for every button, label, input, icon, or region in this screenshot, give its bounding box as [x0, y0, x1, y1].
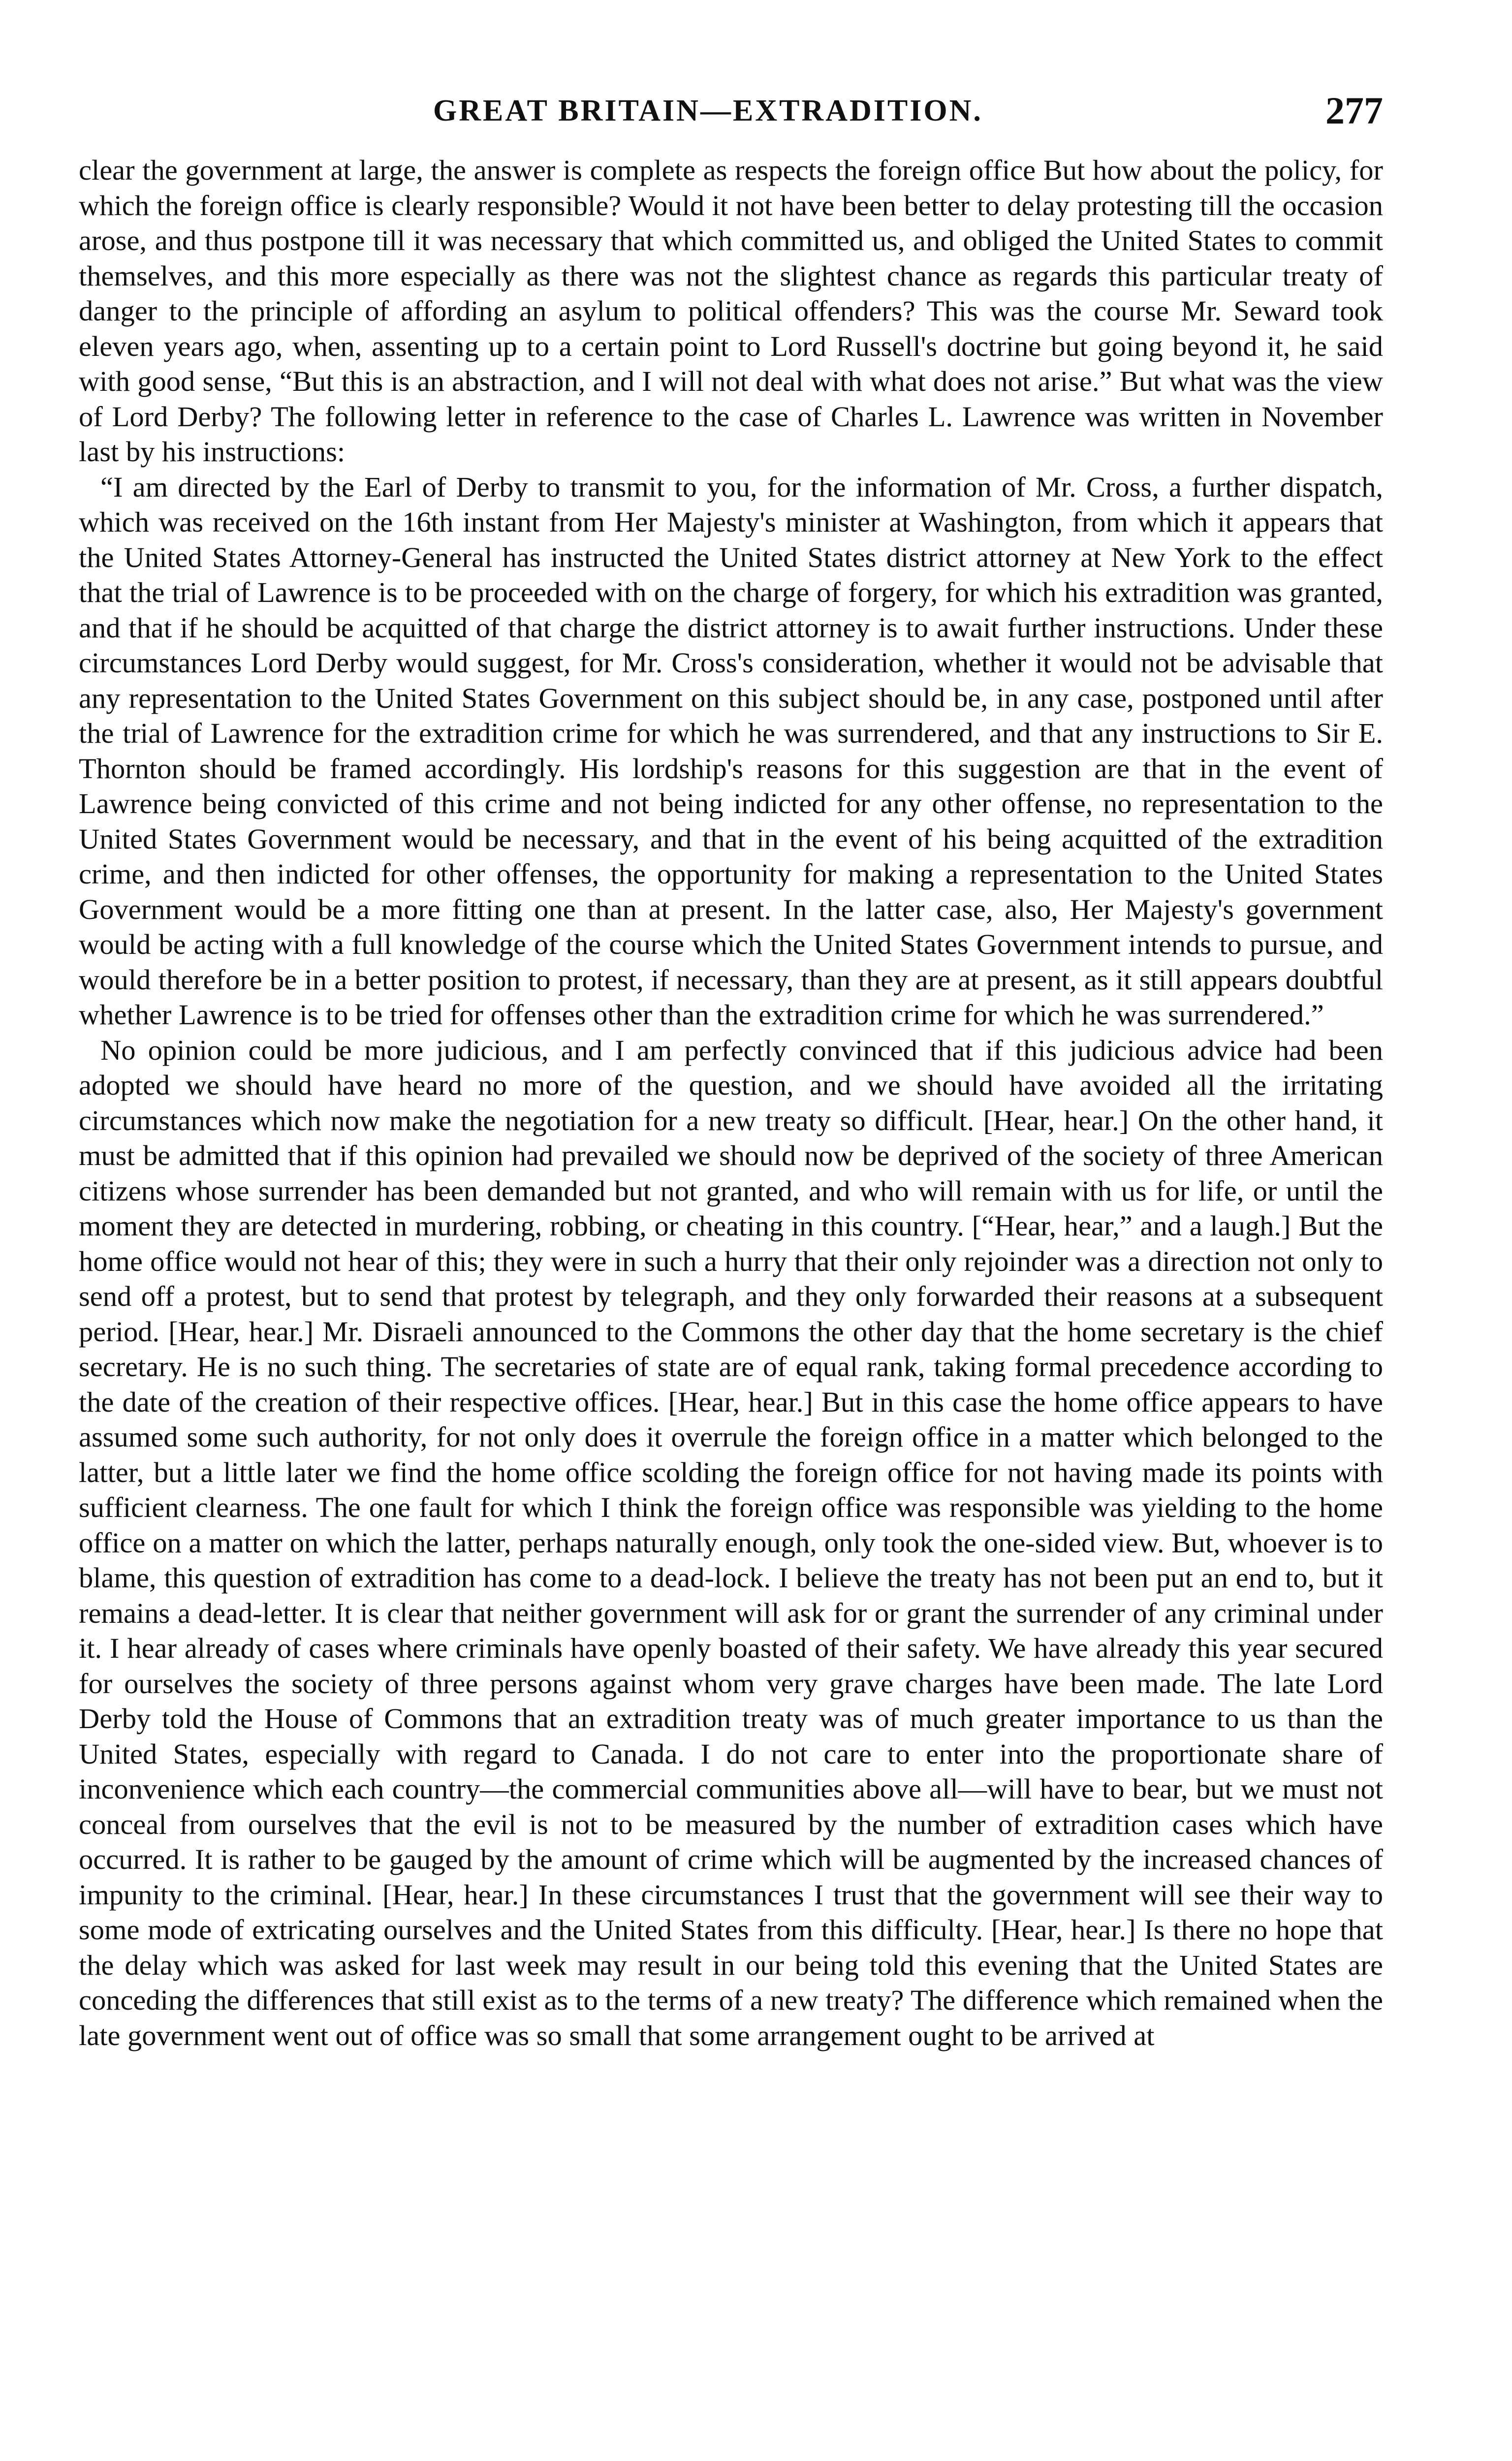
document-page	[79, 89, 1383, 2053]
paragraph-speech: No opinion could be more judicious, and I am perfectly convinced that if this judicious advice had been adopted we should have heard no more of the question, and we should have avoided all the irritating circumstances which now make the negotiation for a new treaty so difficult. [Hear, hear.] On the other hand, it must be admitted that if this opinion had prevailed we should now be deprived of the society of three American citizens whose surrender has been demanded but not granted, and who will remain with us for life, or until the moment they are detected in murdering, robbing, or cheating in this country. [“Hear, hear,” and a laugh.] But the home office would not hear of this; they were in such a hurry that their only rejoinder was a direction not only to send off a protest, but to send that protest by telegraph, and they only forwarded their reasons at a subsequent period. [Hear, hear.] Mr. Disraeli announced to the Commons the other day that the home secretary is the chief secretary. He is no such thing. The secretaries of state are of equal rank, taking formal precedence according to the date of the creation of their respective offices. [Hear, hear.] But in this case the home office appears to have assumed some such authority, for not only does it overrule the foreign office in a matter which belonged to the latter, but a little later we find the home office scolding the foreign office for not having made its points with sufficient clearness. The one fault for which I think the foreign office was responsible was yielding to the home office on a matter on which the latter, perhaps naturally enough, only took the one-sided view. But, whoever is to blame, this question of extradition has come to a dead-lock. I believe the treaty has not been put an end to, but it remains a dead-letter. It is clear that neither government will ask for or grant the surrender of any criminal under it. I hear already of cases where criminals have openly boasted of their safety. We have already this year secured for ourselves the society of three persons against whom very grave charges have been made. The late Lord Derby told the House of Commons that an extradition treaty was of much greater importance to us than the United States, especially with regard to Canada. I do not care to enter into the proportionate share of inconvenience which each country—the commercial communities above all—will have to bear, but we must not conceal from ourselves that the evil is not to be measured by the number of extradition cases which have occurred. It is rather to be gauged by the amount of crime which will be augmented by the increased chances of impunity to the criminal. [Hear, hear.] In these circumstances I trust that the government will see their way to some mode of extricating ourselves and the United States from this difficulty. [Hear, hear.] Is there no hope that the delay which was asked for last week may result in our being told this evening that the United States are conceding the differences that still exist as to the terms of a new treaty? The difference which remained when the late government went out of office was so small that some arrangement ought to be arrived at	[79, 1034, 1383, 2051]
running-head: GREAT BRITAIN—EXTRADITION.	[433, 94, 983, 127]
paragraph-continuation: clear the government at large, the answer is complete as respects the foreign office But how about the policy, for which the foreign office is clearly responsible? Would it not have been better to delay protesting till the occasion arose, and thus postpone till it was necessary that which committed us, and obliged the United States to commit themselves, and this more especially as there was not the slightest chance as regards this particular treaty of danger to the principle of affording an asylum to political offenders? This was the course Mr. Seward took eleven years ago, when, assenting up to a certain point to Lord Russell's doctrine but going beyond it, he said with good sense, “But this is an abstraction, and I will not deal with what does not arise.” But what was the view of Lord Derby? The following letter in reference to the case of Charles L. Lawrence was written in November last by his instructions:	[79, 154, 1383, 468]
body-text	[79, 153, 1383, 2053]
page-number: 277	[1325, 89, 1383, 132]
page-header	[79, 89, 1383, 143]
quoted-letter: “I am directed by the Earl of Derby to transmit to you, for the information of Mr. Cross, a further dispatch, which was received on the 16th instant from Her Majesty's minister at Washington, from which it appears that the United States Attorney-General has instructed the United States district attorney at New York to the effect that the trial of Lawrence is to be proceeded with on the charge of forgery, for which his extradition was granted, and that if he should be acquitted of that charge the district attorney is to await further instructions. Under these circumstances Lord Derby would suggest, for Mr. Cross's consideration, whether it would not be advisable that any representation to the United States Government on this subject should be, in any case, postponed until after the trial of Lawrence for the extradition crime for which he was surrendered, and that any instructions to Sir E. Thornton should be framed accordingly. His lordship's reasons for this suggestion are that in the event of Lawrence being convicted of this crime and not being indicted for any other offense, no representation to the United States Government would be necessary, and that in the event of his being acquitted of the extradition crime, and then indicted for other offenses, the opportunity for making a representation to the United States Government would be a more fitting one than at present. In the latter case, also, Her Majesty's government would be acting with a full knowledge of the course which the United States Government intends to pursue, and would therefore be in a better position to protest, if necessary, than they are at present, as it still appears doubtful whether Lawrence is to be tried for offenses other than the extradition crime for which he was surrendered.”	[79, 471, 1383, 1031]
